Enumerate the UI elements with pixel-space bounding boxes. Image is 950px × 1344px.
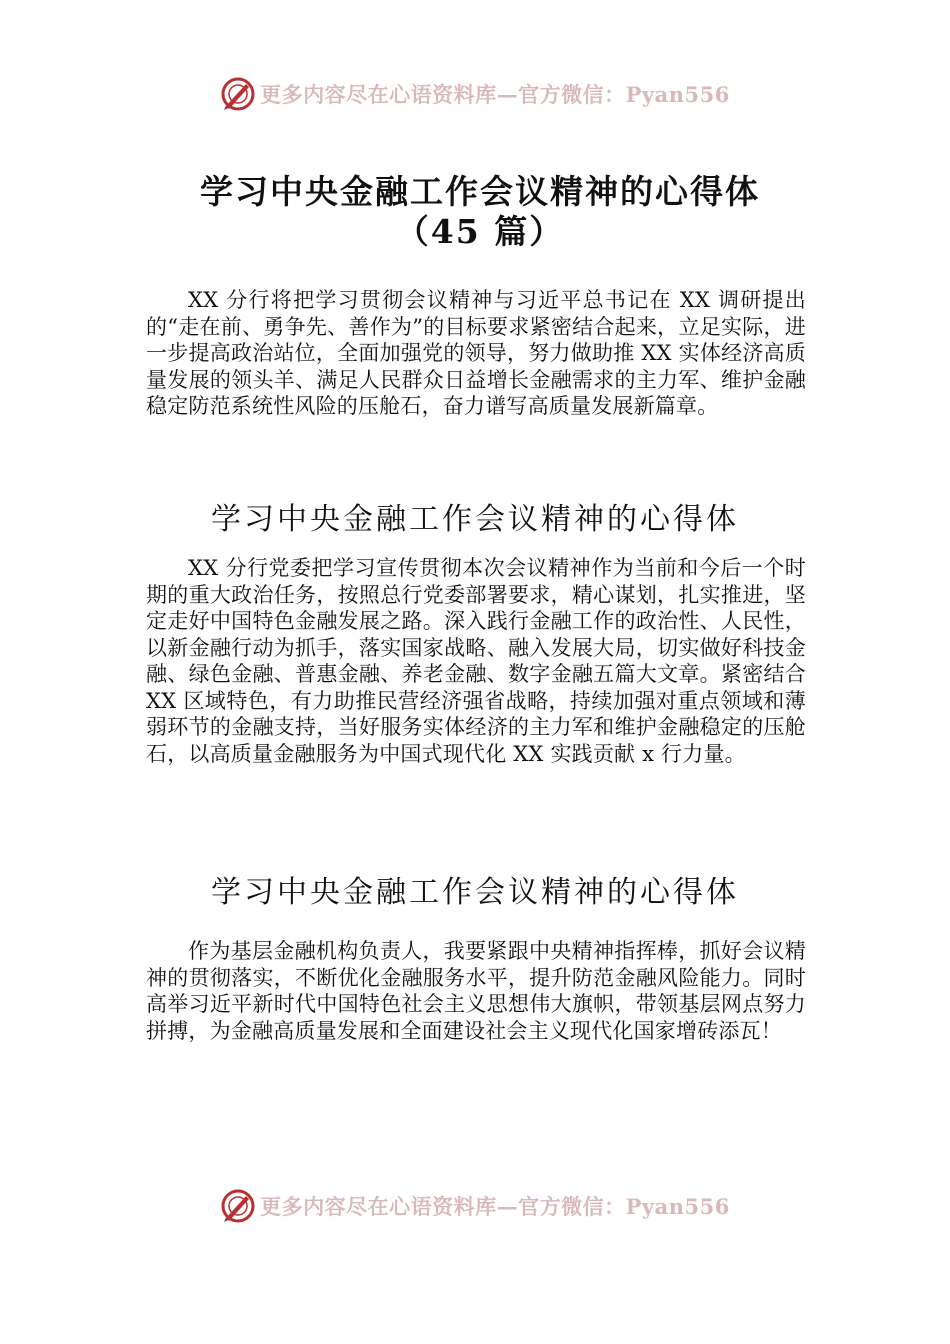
footer-banner: [0, 1184, 950, 1228]
paragraph-1: XX 分行将把学习贯彻会议精神与习近平总书记在 XX 调研提出的“走在前、勇争先、善作为”的目标要求紧密结合起来，立足实际，进一步提高政治站位，全面加强党的领导，努力做助推 XX 实体经济高质量发展的领头羊、满足人民群众日益增长金融需求的主力军、维护金融稳定防范系统性风险的压舱石，奋力谱写高质量发展新篇章。: [146, 288, 806, 418]
page-title: [150, 172, 810, 252]
title-line-1: 学习中央金融工作会议精神的心得体: [200, 172, 760, 211]
section-heading-2: 学习中央金融工作会议精神的心得体: [211, 875, 739, 910]
footer-promo-text: 更多内容尽在心语资料库—官方微信：Pyan556: [260, 1194, 730, 1219]
header-promo-text: 更多内容尽在心语资料库—官方微信：Pyan556: [260, 82, 730, 107]
header-banner: [0, 72, 950, 116]
pen-circle-icon: [220, 76, 256, 112]
pen-circle-icon: [220, 1188, 256, 1224]
title-line-2: （45 篇）: [395, 212, 565, 251]
section-heading-1: 学习中央金融工作会议精神的心得体: [211, 502, 739, 537]
paragraph-3: 作为基层金融机构负责人，我要紧跟中央精神指挥棒，抓好会议精神的贯彻落实，不断优化金融服务水平，提升防范金融风险能力。同时高举习近平新时代中国特色社会主义思想伟大旗帜，带领基层网点努力拼搏，为金融高质量发展和全面建设社会主义现代化国家增砖添瓦！: [146, 939, 806, 1043]
paragraph-2: XX 分行党委把学习宣传贯彻本次会议精神作为当前和今后一个时期的重大政治任务，按照总行党委部署要求，精心谋划，扎实推进，坚定走好中国特色金融发展之路。深入践行金融工作的政治性、人民性，以新金融行动为抓手，落实国家战略、融入发展大局，切实做好科技金融、绿色金融、普惠金融、养老金融、数字金融五篇大文章。紧密结合 XX 区域特色，有力助推民营经济强省战略，持续加强对重点领域和薄弱环节的金融支持，当好服务实体经济的主力军和维护金融稳定的压舱石，以高质量金融服务为中国式现代化 XX 实践贡献 x 行力量。: [146, 556, 806, 766]
